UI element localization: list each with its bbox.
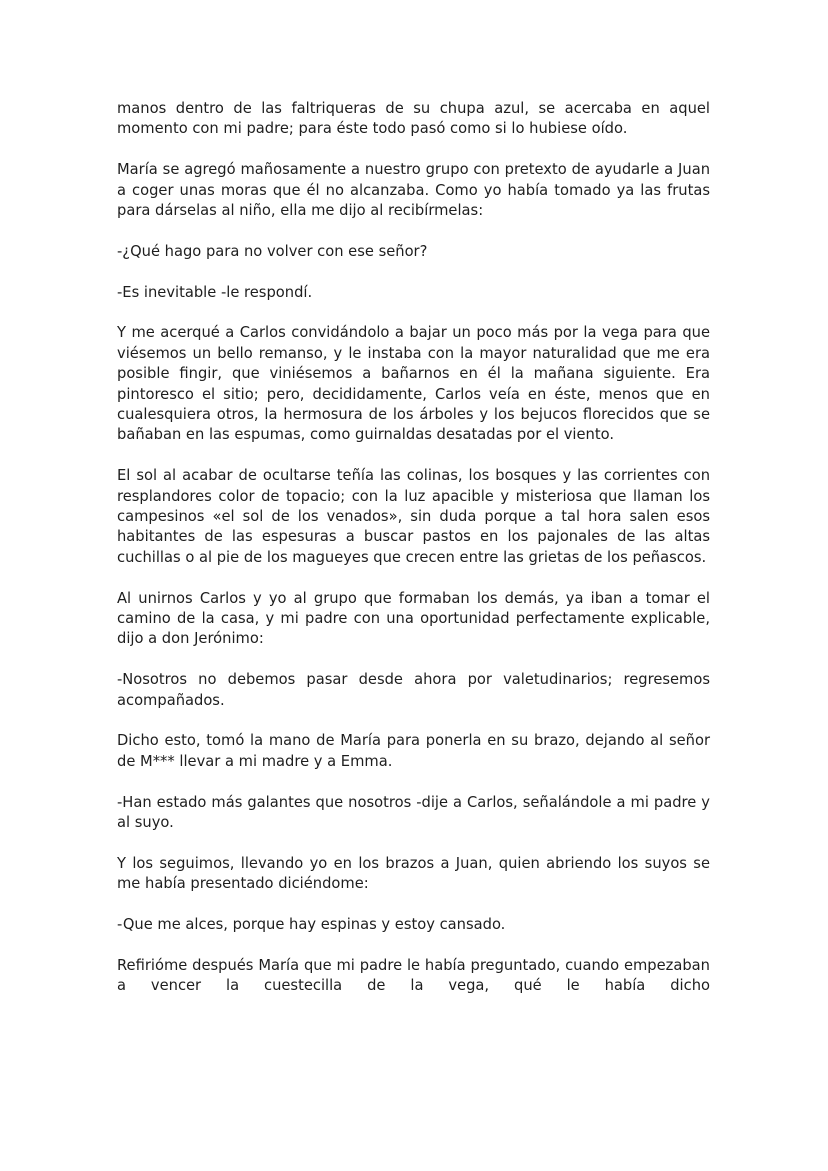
paragraph-9: Dicho esto, tomó la mano de María para ponerla en su brazo, dejando al señor de M*** llevar a mi madre y a Emma. <box>117 732 710 770</box>
paragraph-3: -¿Qué hago para no volver con ese señor? <box>117 242 428 260</box>
paragraph-4: -Es inevitable -le respondí. <box>117 283 313 301</box>
paragraph-10: -Han estado más galantes que nosotros -dije a Carlos, señalándole a mi padre y al suyo. <box>117 793 710 832</box>
document-page <box>117 99 710 1017</box>
paragraph-2: María se agregó mañosamente a nuestro grupo con pretexto de ayudarle a Juan a coger unas moras que él no alcanzaba. Como yo había tomado ya las frutas para dárselas al niño, ella me dijo al recibírmelas: <box>117 161 710 220</box>
paragraph-12: -Que me alces, porque hay espinas y estoy cansado. <box>117 916 506 934</box>
paragraph-11: Y los seguimos, llevando yo en los brazos a Juan, quien abriendo los suyos se me había presentado diciéndome: <box>117 854 710 893</box>
paragraph-6: El sol al acabar de ocultarse teñía las colinas, los bosques y las corrientes con resplandores color de topacio; con la luz apacible y misteriosa que llaman los campesinos «el sol de los venados», sin duda porque a tal hora salen esos habitantes de las espesuras a buscar pastos en los pajonales de las altas cuchillas o al pie de los magueyes que crecen entre las grietas de los peñascos. <box>117 467 710 566</box>
paragraph-8: -Nosotros no debemos pasar desde ahora por valetudinarios; regresemos acompañados. <box>117 671 710 709</box>
paragraph-13: Refirióme después María que mi padre le había preguntado, cuando empezaban a vencer la cuestecilla de la vega, qué le había dicho <box>117 956 710 995</box>
paragraph-5: Y me acerqué a Carlos convidándolo a bajar un poco más por la vega para que viésemos un bello remanso, y le instaba con la mayor naturalidad que me era posible fingir, que viniésemos a bañarnos en él la mañana siguiente. Era pintoresco el sitio; pero, decididamente, Carlos veía en éste, menos que en cualesquiera otros, la hermosura de los árboles y los bejucos florecidos que se bañaban en las espumas, como guirnaldas desatadas por el viento. <box>117 324 710 444</box>
paragraph-1: manos dentro de las faltriqueras de su chupa azul, se acercaba en aquel momento con mi padre; para éste todo pasó como si lo hubiese oído. <box>117 100 710 138</box>
paragraph-7: Al unirnos Carlos y yo al grupo que formaban los demás, ya iban a tomar el camino de la casa, y mi padre con una oportunidad perfectamente explicable, dijo a don Jerónimo: <box>117 589 710 648</box>
